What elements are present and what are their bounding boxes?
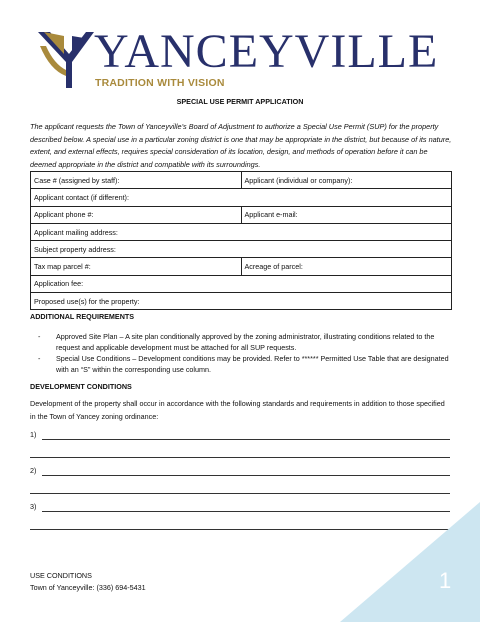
fee-field[interactable]: Application fee:	[31, 275, 452, 292]
table-row	[31, 172, 452, 189]
condition-number: 3)	[30, 502, 37, 511]
condition-line-1[interactable]	[30, 430, 452, 441]
underline	[42, 475, 450, 476]
y-emblem-icon	[36, 26, 96, 90]
condition-line-blank[interactable]	[30, 448, 452, 459]
table-row	[31, 223, 452, 240]
application-form-table	[30, 171, 452, 310]
logo-tagline: TRADITION WITH VISION	[95, 77, 225, 89]
mailing-address-field[interactable]: Applicant mailing address:	[31, 223, 452, 240]
footer-phone: Town of Yanceyville: (336) 694-5431	[30, 583, 146, 592]
underline	[42, 439, 450, 440]
applicant-field[interactable]: Applicant (individual or company):	[241, 172, 452, 189]
intro-paragraph: The applicant requests the Town of Yanceyville’s Board of Adjustment to authorize a Special Use Permit (SUP) for the property described below. A special use in a particular zoning district is one that may be appropriate in the district, but because of its nature, extent, and external effects, requires special consideration of its location, design, and methods of operation before it can be deemed appropriate in the district and compatible with its surroundings.	[30, 122, 452, 169]
page-title: SPECIAL USE PERMIT APPLICATION	[176, 97, 304, 106]
proposed-use-field[interactable]: Proposed use(s) for the property:	[31, 293, 452, 310]
table-row	[31, 275, 452, 292]
table-row	[31, 189, 452, 206]
corner-decoration	[330, 502, 480, 622]
condition-number: 1)	[30, 430, 37, 439]
additional-requirements-heading: ADDITIONAL REQUIREMENTS	[30, 312, 135, 321]
page-number: 1	[439, 568, 452, 593]
condition-line-blank[interactable]	[30, 484, 452, 495]
development-conditions-text: Development of the property shall occur in accordance with the following standards and requirements in addition to those specified in the Town of Yancey zoning ordinance:	[30, 399, 445, 421]
tax-map-field[interactable]: Tax map parcel #:	[31, 258, 242, 275]
contact-field[interactable]: Applicant contact (if different):	[31, 189, 452, 206]
property-address-field[interactable]: Subject property address:	[31, 241, 452, 258]
table-row	[31, 241, 452, 258]
acreage-field[interactable]: Acreage of parcel:	[241, 258, 452, 275]
case-number-field[interactable]: Case # (assigned by staff):	[31, 172, 242, 189]
footer-label: USE CONDITIONS	[30, 571, 92, 580]
logo-wordmark: YANCEYVILLE	[94, 25, 439, 78]
condition-line-2[interactable]	[30, 466, 452, 477]
page-footer	[30, 570, 146, 594]
requirement-use-conditions: Special Use Conditions – Development conditions may be provided. Refer to ****** Permitted Use Table that are designated with an “S” within the corresponding use column.	[56, 354, 449, 374]
phone-field[interactable]: Applicant phone #:	[31, 206, 242, 223]
condition-number: 2)	[30, 466, 37, 475]
table-row	[31, 206, 452, 223]
list-item	[38, 331, 452, 353]
underline	[30, 457, 450, 458]
underline	[30, 493, 450, 494]
email-field[interactable]: Applicant e-mail:	[241, 206, 452, 223]
requirement-site-plan: Approved Site Plan – A site plan conditionally approved by the zoning administrator, illustrating conditions related to the request and applicable development must be attached for all SUP requests.	[56, 332, 435, 352]
yanceyville-logo	[36, 26, 456, 96]
bullet-dash: -	[38, 332, 41, 341]
list-item	[38, 353, 452, 375]
development-conditions-heading: DEVELOPMENT CONDITIONS	[30, 382, 132, 391]
bullet-dash: -	[38, 354, 41, 363]
table-row	[31, 293, 452, 310]
table-row	[31, 258, 452, 275]
